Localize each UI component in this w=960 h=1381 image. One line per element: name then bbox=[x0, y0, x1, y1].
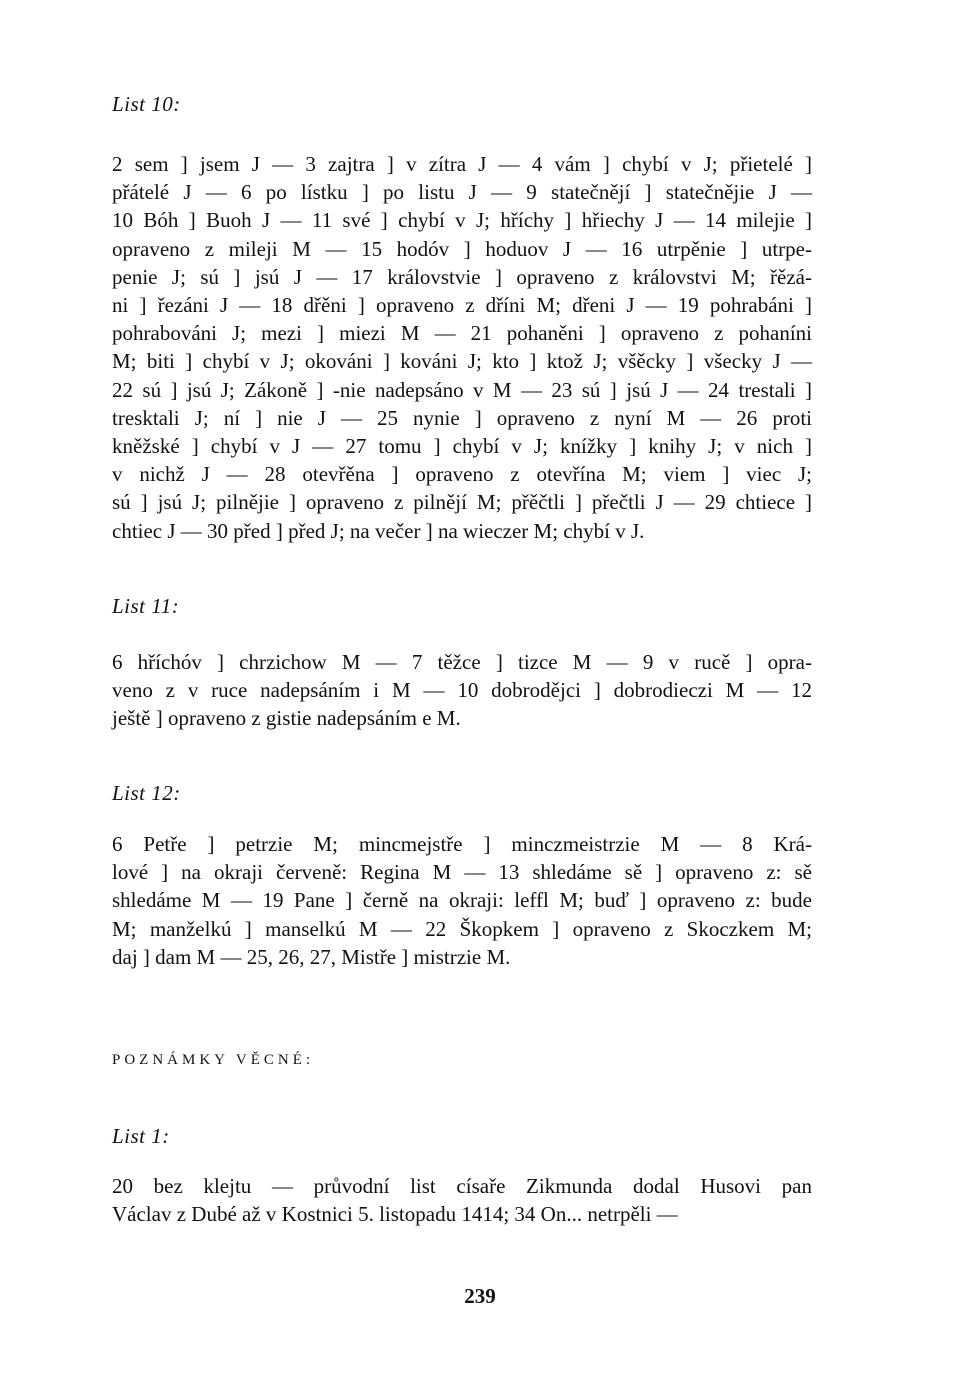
text-line: 10 Bóh ] Buoh J — 11 své ] chybí v J; hříchy ] hřiechy J — 14 milejie ] bbox=[112, 208, 812, 233]
text-line: opraveno z mileji M — 15 hodóv ] hoduov J — 16 utrpěnie ] utrpe- bbox=[112, 236, 812, 261]
page-number: 239 bbox=[464, 1284, 496, 1308]
text-line: 22 sú ] jsú J; Zákoně ] -nie nadepsáno v M — 23 sú ] jsú J — 24 trestali ] bbox=[112, 377, 812, 402]
heading-list-11: List 11: bbox=[112, 594, 180, 618]
text-line: ještě ] opraveno z gistie nadepsáním e M. bbox=[112, 706, 461, 731]
apparatus-list-11 bbox=[112, 648, 812, 733]
text-line: veno z v ruce nadepsáním i M — 10 dobrodějci ] dobrodieczi M — 12 bbox=[112, 678, 812, 703]
apparatus-list-12 bbox=[112, 830, 812, 971]
text-line: kněžské ] chybí v J — 27 tomu ] chybí v J; knížky ] knihy J; v nich ] bbox=[112, 434, 812, 459]
text-line: daj ] dam M — 25, 26, 27, Mistře ] mistrzie M. bbox=[112, 944, 511, 969]
text-line: shledáme M — 19 Pane ] černě na okraji: leffl M; buď ] opraveno z: bude bbox=[112, 888, 812, 913]
text-line: ni ] řezáni J — 18 dřěni ] opraveno z dříni M; dřeni J — 19 pohrabáni ] bbox=[112, 293, 812, 318]
notes-section-title: POZNÁMKY VĚCNÉ: bbox=[112, 1052, 315, 1068]
text-line: v nichž J — 28 otevřěna ] opraveno z otevřína M; viem ] viec J; bbox=[112, 462, 812, 487]
heading-notes-list-1: List 1: bbox=[112, 1124, 170, 1148]
text-line: Václav z Dubé až v Kostnici 5. listopadu 1414; 34 On... netrpěli — bbox=[112, 1202, 678, 1227]
text-line: lové ] na okraji červeně: Regina M — 13 shledáme sě ] opraveno z: sě bbox=[112, 860, 812, 885]
heading-list-10: List 10: bbox=[112, 92, 181, 116]
text-line: 6 Petře ] petrzie M; mincmejstře ] minczmeistrzie M — 8 Krá- bbox=[112, 832, 812, 856]
text-line: sú ] jsú J; pilnějie ] opraveno z pilnějí M; přěčtli ] přečtli J — 29 chtiece ] bbox=[112, 490, 812, 515]
text-line: chtiec J — 30 před ] před J; na večer ] na wieczer M; chybí v J. bbox=[112, 518, 645, 543]
text-line: M; manželkú ] manselkú M — 22 Škopkem ] opraveno z Skoczkem M; bbox=[112, 916, 812, 941]
notes-list-1 bbox=[112, 1172, 812, 1228]
text-line: penie J; sú ] jsú J — 17 královstvie ] opraveno z královstvi M; řězá- bbox=[112, 264, 812, 289]
text-line: 6 hříchóv ] chrzichow M — 7 těžce ] tizce M — 9 v rucě ] opra- bbox=[112, 650, 812, 674]
text-line: přátelé J — 6 po lístku ] po listu J — 9 statečnějí ] statečnějie J — bbox=[112, 180, 812, 205]
text-line: 20 bez klejtu — průvodní list císaře Zikmunda dodal Husovi pan bbox=[112, 1174, 812, 1198]
text-line: tresktali J; ní ] nie J — 25 nynie ] opraveno z nyní M — 26 proti bbox=[112, 405, 812, 430]
text-line: M; biti ] chybí v J; okováni ] kováni J; kto ] ktož J; všěcky ] všecky J — bbox=[112, 349, 812, 374]
apparatus-list-10 bbox=[112, 150, 812, 545]
text-line: 2 sem ] jsem J — 3 zajtra ] v zítra J — 4 vám ] chybí v J; přietelé ] bbox=[112, 152, 812, 176]
heading-list-12: List 12: bbox=[112, 781, 181, 805]
text-line: pohrabováni J; mezi ] miezi M — 21 pohaněni ] opraveno z pohaníni bbox=[112, 321, 812, 346]
